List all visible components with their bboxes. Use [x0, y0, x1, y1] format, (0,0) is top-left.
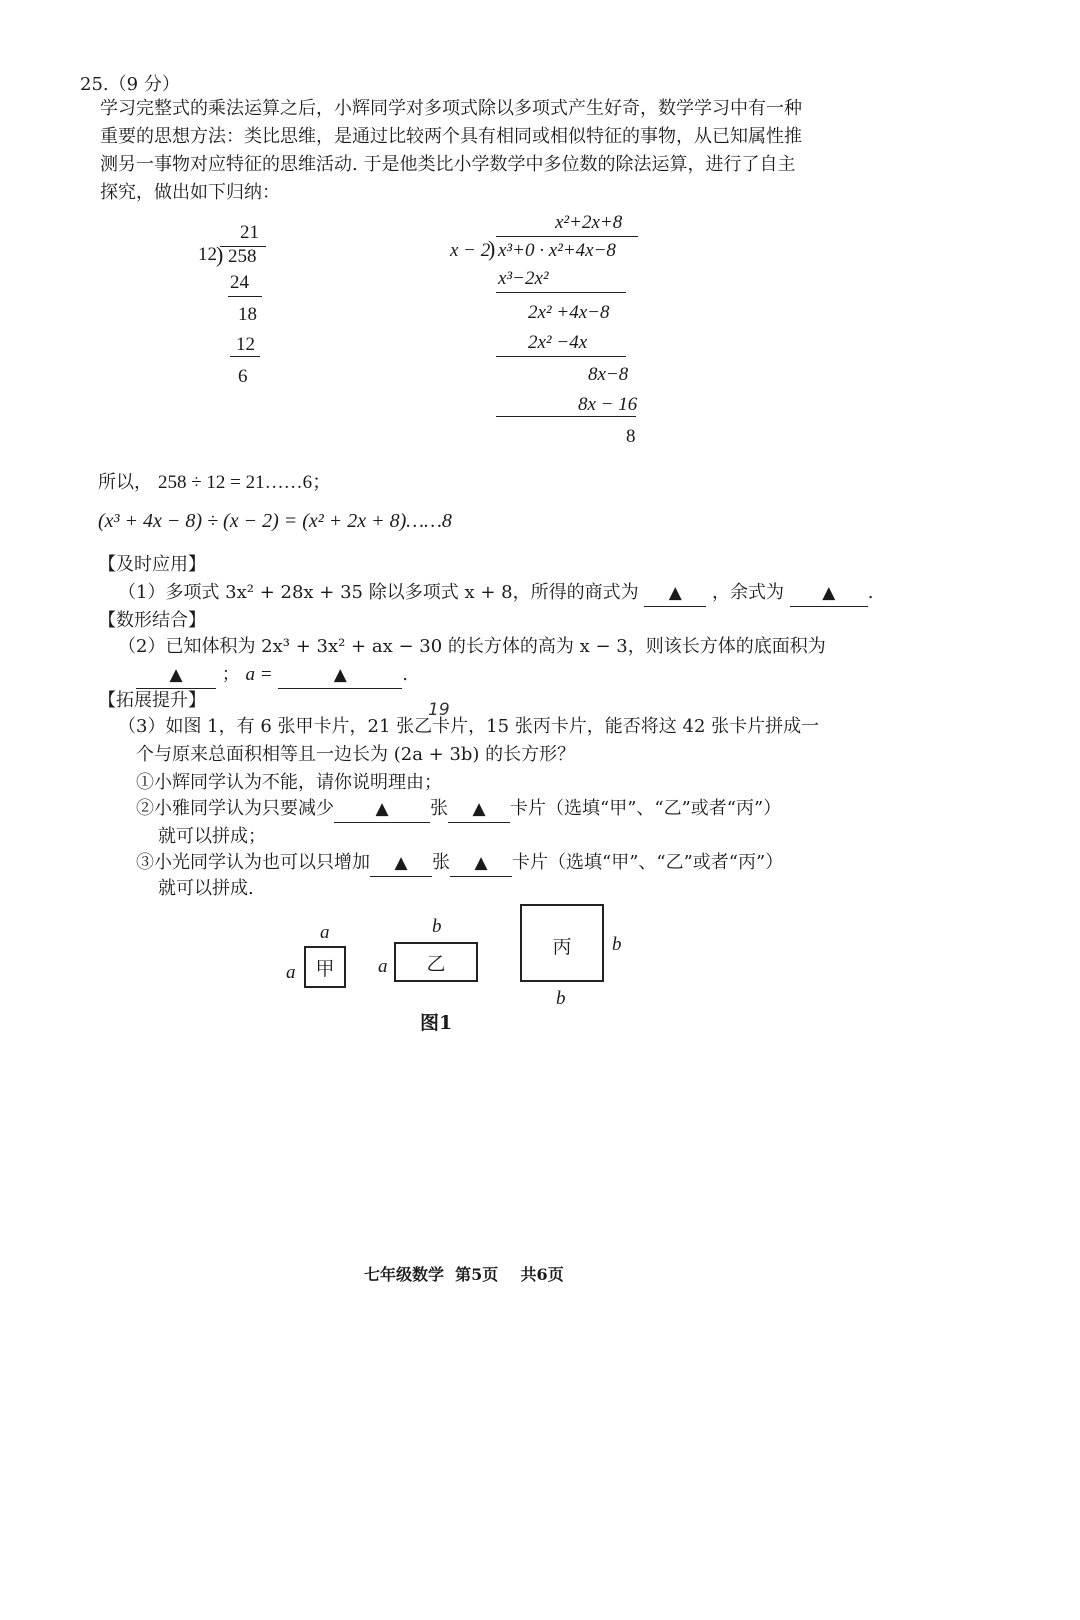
page-footer: 七年级数学 第5页 共6页 [364, 1265, 564, 1284]
intro-line-1: 学习完整式的乘法运算之后，小辉同学对多项式除以多项式产生好奇，数学学习中有一种 [100, 98, 802, 119]
period: . [402, 664, 409, 685]
card-jia-side-label: a [286, 962, 296, 983]
blank-triangle: ▲ [822, 583, 836, 603]
question-3-item-1: ①小辉同学认为不能，请你说明理由； [136, 772, 442, 793]
a-equals-label: a = [245, 664, 273, 685]
numeric-dividend: 258 [228, 246, 257, 267]
card-bing [520, 904, 604, 982]
answer-blank-reduce-count[interactable] [334, 796, 430, 823]
answer-blank-reduce-card[interactable] [448, 796, 510, 823]
question-3-item-3-end: 就可以拼成. [158, 878, 254, 899]
card-bing-side-label: b [612, 934, 622, 955]
blank-triangle: ▲ [474, 853, 488, 873]
step-underline [496, 356, 626, 357]
conclusion-line-1 [98, 470, 331, 496]
division-bracket: ) [488, 236, 496, 261]
unit-label: 张 [430, 798, 448, 819]
question-3-line-2: 个与原来总面积相等且一边长为 (2a + 3b) 的长方形？ [136, 744, 576, 765]
handwritten-annotation: 19 [428, 700, 450, 720]
card-jia-label: 甲 [315, 957, 335, 980]
separator: ； [221, 664, 240, 685]
blank-triangle: ▲ [169, 665, 183, 685]
question-2-line-2 [136, 662, 408, 689]
numeric-quotient: 21 [240, 222, 259, 243]
intro-line-4: 探究，做出如下归纳： [100, 182, 280, 203]
conclusion-prefix: 所以， [98, 472, 152, 493]
card-choice-hint: 卡片（选填“甲”、“乙”或者“丙”） [512, 852, 784, 873]
section-heading-shape-number: 【数形结合】 [98, 610, 206, 631]
card-bing-bottom-label: b [556, 988, 566, 1009]
card-yi-side-label: a [378, 956, 388, 977]
question-header [80, 72, 180, 98]
question-1-remainder-label: ，余式为 [712, 582, 785, 603]
poly-step-1: x³−2x² [498, 268, 549, 289]
question-3-item-2-end: 就可以拼成； [158, 826, 266, 847]
item-2-text: ②小雅同学认为只要减少 [136, 798, 334, 819]
numeric-remainder: 6 [238, 366, 248, 387]
card-yi [394, 942, 478, 982]
question-3-line-1: （3）如图 1，有 6 张甲卡片，21 张乙卡片，15 张丙卡片，能否将这 42 张卡片拼成一 [118, 716, 820, 737]
polynomial-result: (x³ + 4x − 8) ÷ (x − 2) = (x² + 2x + 8)……8 [98, 510, 452, 532]
section-heading-application: 【及时应用】 [98, 554, 206, 575]
numeric-divisor: 12 [198, 244, 217, 265]
step-underline [496, 292, 626, 293]
poly-step-3: 2x² −4x [528, 332, 588, 353]
poly-remainder: 8 [626, 426, 636, 447]
card-yi-top-label: b [432, 916, 442, 937]
card-choice-hint: 卡片（选填“甲”、“乙”或者“丙”） [510, 798, 782, 819]
answer-blank-add-count[interactable] [370, 850, 432, 877]
numeric-step-1: 24 [230, 272, 249, 293]
answer-blank-remainder[interactable] [790, 580, 868, 607]
question-1 [118, 580, 874, 607]
blank-triangle: ▲ [668, 583, 682, 603]
card-jia [304, 946, 346, 988]
answer-blank-base-area[interactable] [136, 662, 216, 689]
question-3-item-2 [136, 796, 781, 823]
intro-line-3: 测另一事物对应特征的思维活动. 于是他类比小学数学中多位数的除法运算，进行了自主 [100, 154, 796, 175]
division-bar [496, 236, 638, 237]
answer-blank-quotient[interactable] [644, 580, 706, 607]
numeric-step-2: 18 [238, 304, 257, 325]
unit-label: 张 [432, 852, 450, 873]
poly-quotient: x²+2x+8 [555, 212, 623, 233]
figure-caption: 图1 [420, 1012, 453, 1034]
poly-divisor: x − 2 [450, 240, 491, 261]
card-yi-label: 乙 [426, 952, 446, 975]
step-underline [230, 356, 260, 357]
blank-triangle: ▲ [394, 853, 408, 873]
question-2-line-1: （2）已知体积为 2x³ + 3x² + ax − 30 的长方体的高为 x − 3，则该长方体的底面积为 [118, 636, 826, 657]
question-1-text: （1）多项式 3x² + 28x + 35 除以多项式 x + 8，所得的商式为 [118, 582, 639, 603]
question-number: 25. [80, 74, 109, 95]
poly-step-2: 2x² +4x−8 [528, 302, 610, 323]
item-3-text: ③小光同学认为也可以只增加 [136, 852, 370, 873]
section-heading-extension: 【拓展提升】 [98, 690, 206, 711]
answer-blank-a[interactable] [278, 662, 402, 689]
intro-line-2: 重要的思想方法：类比思维，是通过比较两个具有相同或相似特征的事物，从已知属性推 [100, 126, 802, 147]
poly-step-4: 8x−8 [588, 364, 629, 385]
question-points: （9 分） [108, 74, 180, 95]
blank-triangle: ▲ [333, 665, 347, 685]
step-underline [228, 296, 262, 297]
step-underline [496, 416, 636, 417]
numeric-step-3: 12 [236, 334, 255, 355]
poly-step-5: 8x − 16 [578, 394, 638, 415]
poly-dividend: x³+0 · x²+4x−8 [498, 240, 616, 261]
blank-triangle: ▲ [375, 799, 389, 819]
answer-blank-add-card[interactable] [450, 850, 512, 877]
blank-triangle: ▲ [472, 799, 486, 819]
card-jia-top-label: a [320, 922, 330, 943]
question-3-item-3 [136, 850, 783, 877]
period: . [867, 582, 874, 603]
card-bing-label: 丙 [552, 936, 572, 958]
numeric-result: 258 ÷ 12 = 21……6； [158, 472, 332, 493]
division-bracket: ) [216, 242, 224, 267]
